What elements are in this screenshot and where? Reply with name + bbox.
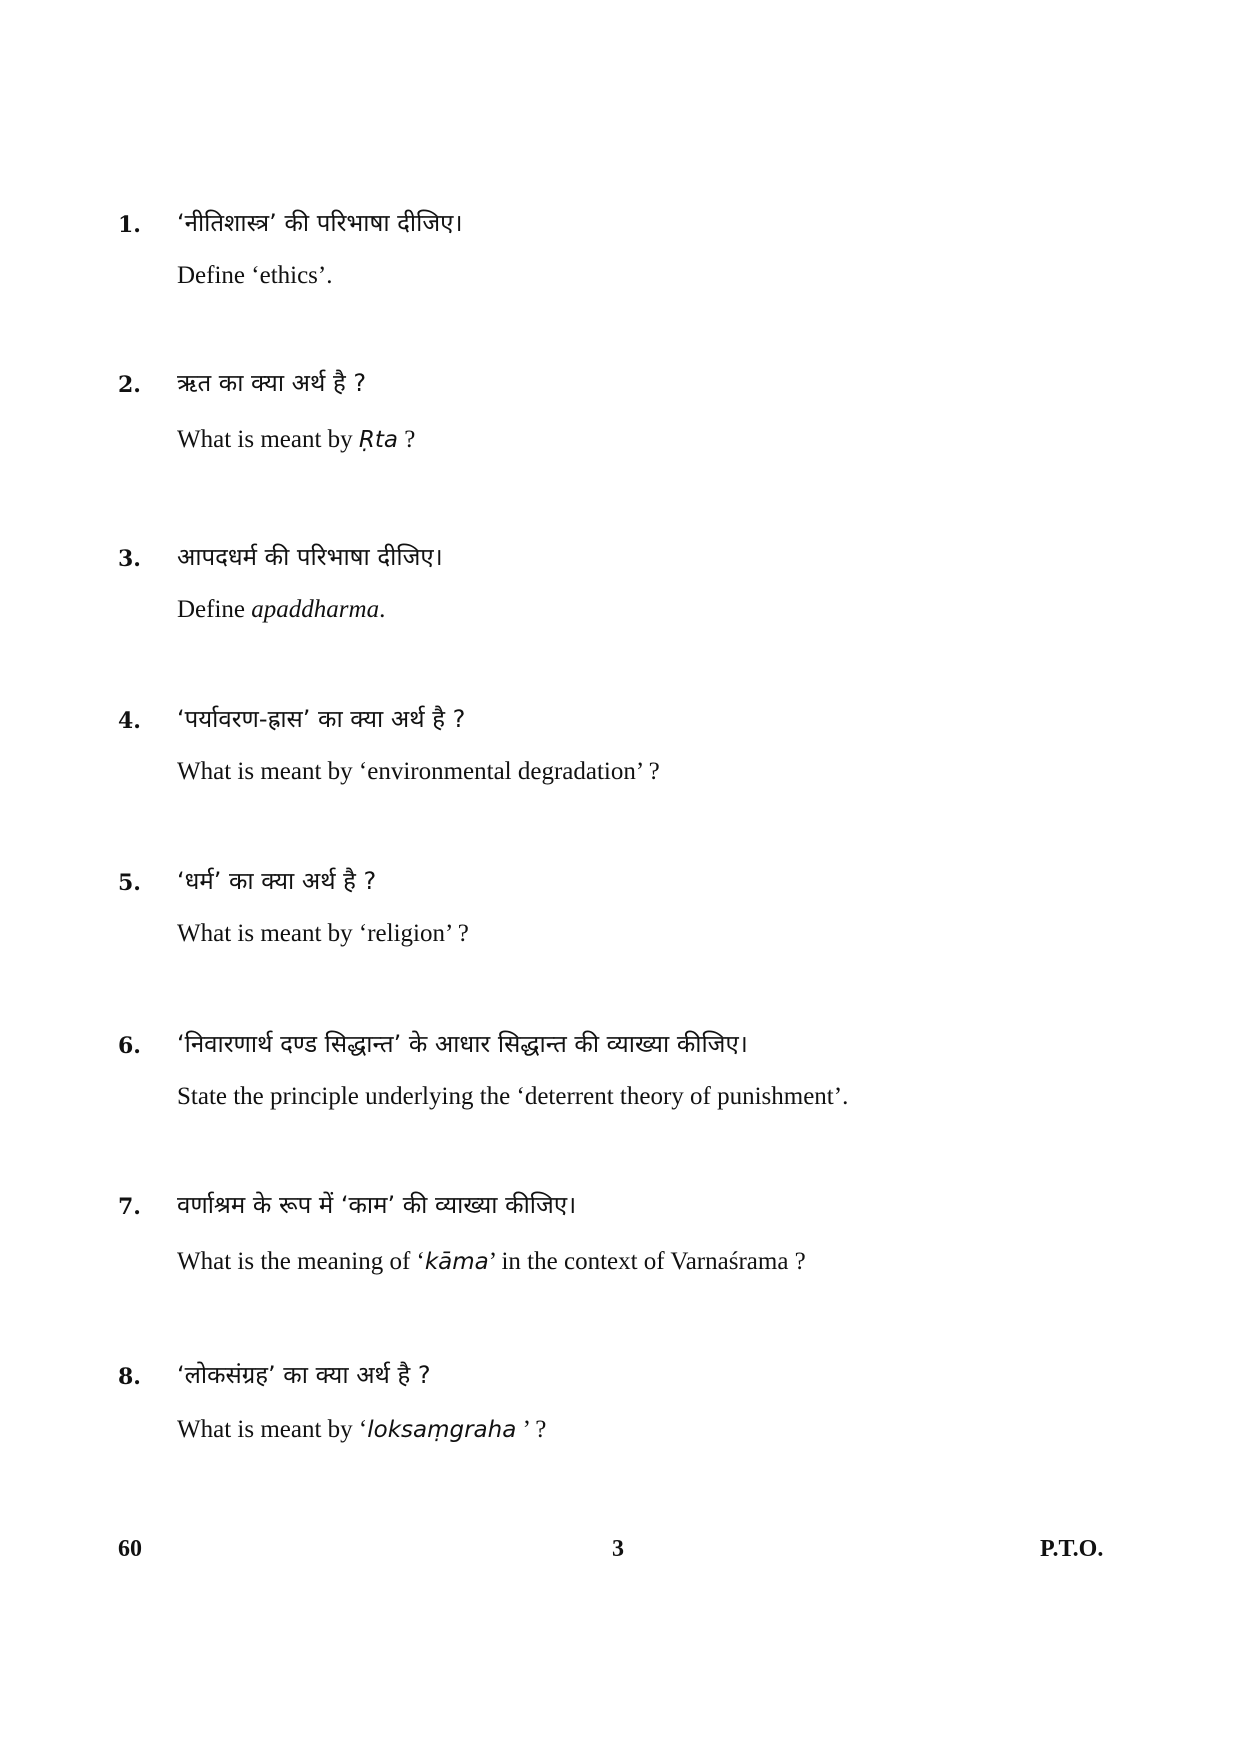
question-number: 8. xyxy=(118,1364,141,1390)
question-hindi: ऋत का क्या अर्थ है ? xyxy=(177,369,367,397)
question-hindi: वर्णाश्रम के रूप में ‘काम’ की व्याख्या कीजिए। xyxy=(177,1191,577,1219)
question-english: Define ‘ethics’. xyxy=(177,262,333,289)
question-number: 1. xyxy=(118,212,141,238)
question-hindi: ‘लोकसंग्रह’ का क्या अर्थ है ? xyxy=(177,1361,431,1389)
question-english xyxy=(177,596,385,624)
question-number: 7. xyxy=(118,1194,141,1220)
question-number: 6. xyxy=(118,1033,141,1059)
english-text: What is meant by ‘ xyxy=(177,1416,368,1443)
question-english: State the principle underlying the ‘deterrent theory of punishment’. xyxy=(177,1083,849,1110)
question-english xyxy=(177,1416,546,1444)
english-term: apaddharma xyxy=(251,596,380,623)
question-english: What is meant by ‘environmental degradation’ ? xyxy=(177,758,660,785)
question-hindi: ‘नीतिशास्त्र’ की परिभाषा दीजिए। xyxy=(177,209,463,237)
english-text: What is the meaning of ‘ xyxy=(177,1248,425,1275)
english-term: loksaṃgraha xyxy=(367,1417,517,1443)
question-hindi: ‘पर्यावरण-ह्रास’ का क्या अर्थ है ? xyxy=(177,705,466,733)
question-number: 5. xyxy=(118,870,141,896)
english-text: . xyxy=(379,596,386,623)
pto-label: P.T.O. xyxy=(1040,1536,1104,1562)
paper-code: 60 xyxy=(118,1536,142,1562)
question-number: 4. xyxy=(118,708,141,734)
question-english xyxy=(177,1248,806,1276)
english-text: ’ ? xyxy=(516,1416,547,1443)
question-number: 2. xyxy=(118,372,141,398)
question-hindi: आपदधर्म की परिभाषा दीजिए। xyxy=(177,543,443,571)
english-term: kāma xyxy=(424,1249,489,1275)
question-hindi: ‘निवारणार्थ दण्ड सिद्धान्त’ के आधार सिद्धान्त की व्याख्या कीजिए। xyxy=(177,1030,748,1058)
english-text: What is meant by xyxy=(177,426,359,453)
page-number: 3 xyxy=(612,1536,624,1562)
question-english xyxy=(177,426,415,454)
question-hindi: ‘धर्म’ का क्या अर्थ है ? xyxy=(177,867,377,895)
english-text: Define xyxy=(177,596,252,623)
english-text: ’ in the context of Varnaśrama ? xyxy=(488,1248,806,1275)
english-text: ? xyxy=(398,426,416,453)
english-term: Ṛta xyxy=(358,427,398,453)
question-english: What is meant by ‘religion’ ? xyxy=(177,920,469,947)
question-number: 3. xyxy=(118,546,141,572)
